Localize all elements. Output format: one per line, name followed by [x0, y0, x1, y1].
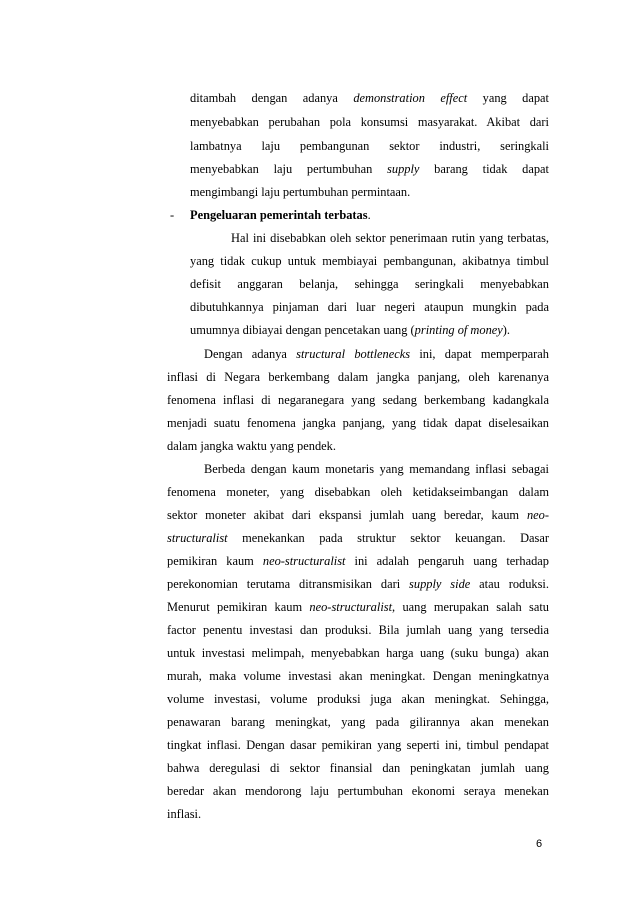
text-line: ditambah dengan adanya demonstration effect yang dapat [190, 91, 549, 105]
text-line: fenomena inflasi di negaranegara yang sedang berkembang kadangkala [167, 393, 549, 407]
text-line: Hal ini disebabkan oleh sektor penerimaan rutin yang terbatas, [231, 231, 549, 245]
text-line: umumnya dibiayai dengan pencetakan uang (printing of money). [190, 323, 511, 337]
text-line: defisit anggaran belanja, sehingga seringkali menyebabkan [190, 277, 549, 291]
text-line: beredar akan mendorong laju pertumbuhan ekonomi seraya menekan [167, 784, 549, 798]
text-line: perekonomian terutama ditransmisikan dari supply side atau roduksi. [167, 577, 549, 591]
text-line: menyebabkan laju pertumbuhan supply barang tidak dapat [190, 162, 549, 176]
text-line: bahwa deregulasi di sektor finansial dan peningkatan jumlah uang [167, 761, 549, 775]
text-line: menjadi suatu fenomena jangka panjang, yang tidak dapat diselesaikan [167, 416, 549, 430]
text-line: lambatnya laju pembangunan sektor industri, seringkali [190, 139, 549, 153]
text-line: dalam jangka waktu yang pendek. [167, 439, 336, 453]
bullet-dash: - [170, 208, 175, 222]
text-line: murah, maka volume investasi akan meningkat. Dengan meningkatnya [167, 669, 549, 683]
text-line: penawaran barang meningkat, yang pada gilirannya akan menekan [167, 715, 549, 729]
page-number: 6 [536, 838, 543, 850]
text-line: volume investasi, volume produksi juga akan meningkat. Sehingga, [167, 692, 549, 706]
text-line: dibutuhkannya pinjaman dari luar negeri ataupun mungkin pada [190, 300, 549, 314]
text-line: factor penentu investasi dan produksi. Bila jumlah uang yang tersedia [167, 623, 549, 637]
text-line: structuralist menekankan pada struktur sektor keuangan. Dasar [167, 531, 549, 545]
text-line: Menurut pemikiran kaum neo-structuralist, uang merupakan salah satu [167, 600, 549, 614]
text-line: pemikiran kaum neo-structuralist ini adalah pengaruh uang terhadap [167, 554, 549, 568]
text-line: tingkat inflasi. Dengan dasar pemikiran yang seperti ini, timbul pendapat [167, 738, 549, 752]
text-line: Berbeda dengan kaum monetaris yang memandang inflasi sebagai [204, 462, 549, 476]
text-line: Dengan adanya structural bottlenecks ini, dapat memperparah [204, 347, 549, 361]
text-line: yang tidak cukup untuk membiayai pembangunan, akibatnya timbul [190, 254, 549, 268]
text-line: fenomena moneter, yang disebabkan oleh ketidakseimbangan dalam [167, 485, 549, 499]
text-line: inflasi. [167, 807, 202, 821]
text-line: inflasi di Negara berkembang dalam jangka panjang, oleh karenanya [167, 370, 549, 384]
text-line: untuk investasi melimpah, menyebabkan harga uang (suku bunga) akan [167, 646, 549, 660]
text-line: menyebabkan perubahan pola konsumsi masyarakat. Akibat dari [190, 115, 549, 129]
bullet-heading: Pengeluaran pemerintah terbatas. [190, 208, 371, 222]
text-line: sektor moneter akibat dari ekspansi jumlah uang beredar, kaum neo- [167, 508, 549, 522]
text-line: mengimbangi laju pertumbuhan permintaan. [190, 185, 411, 199]
